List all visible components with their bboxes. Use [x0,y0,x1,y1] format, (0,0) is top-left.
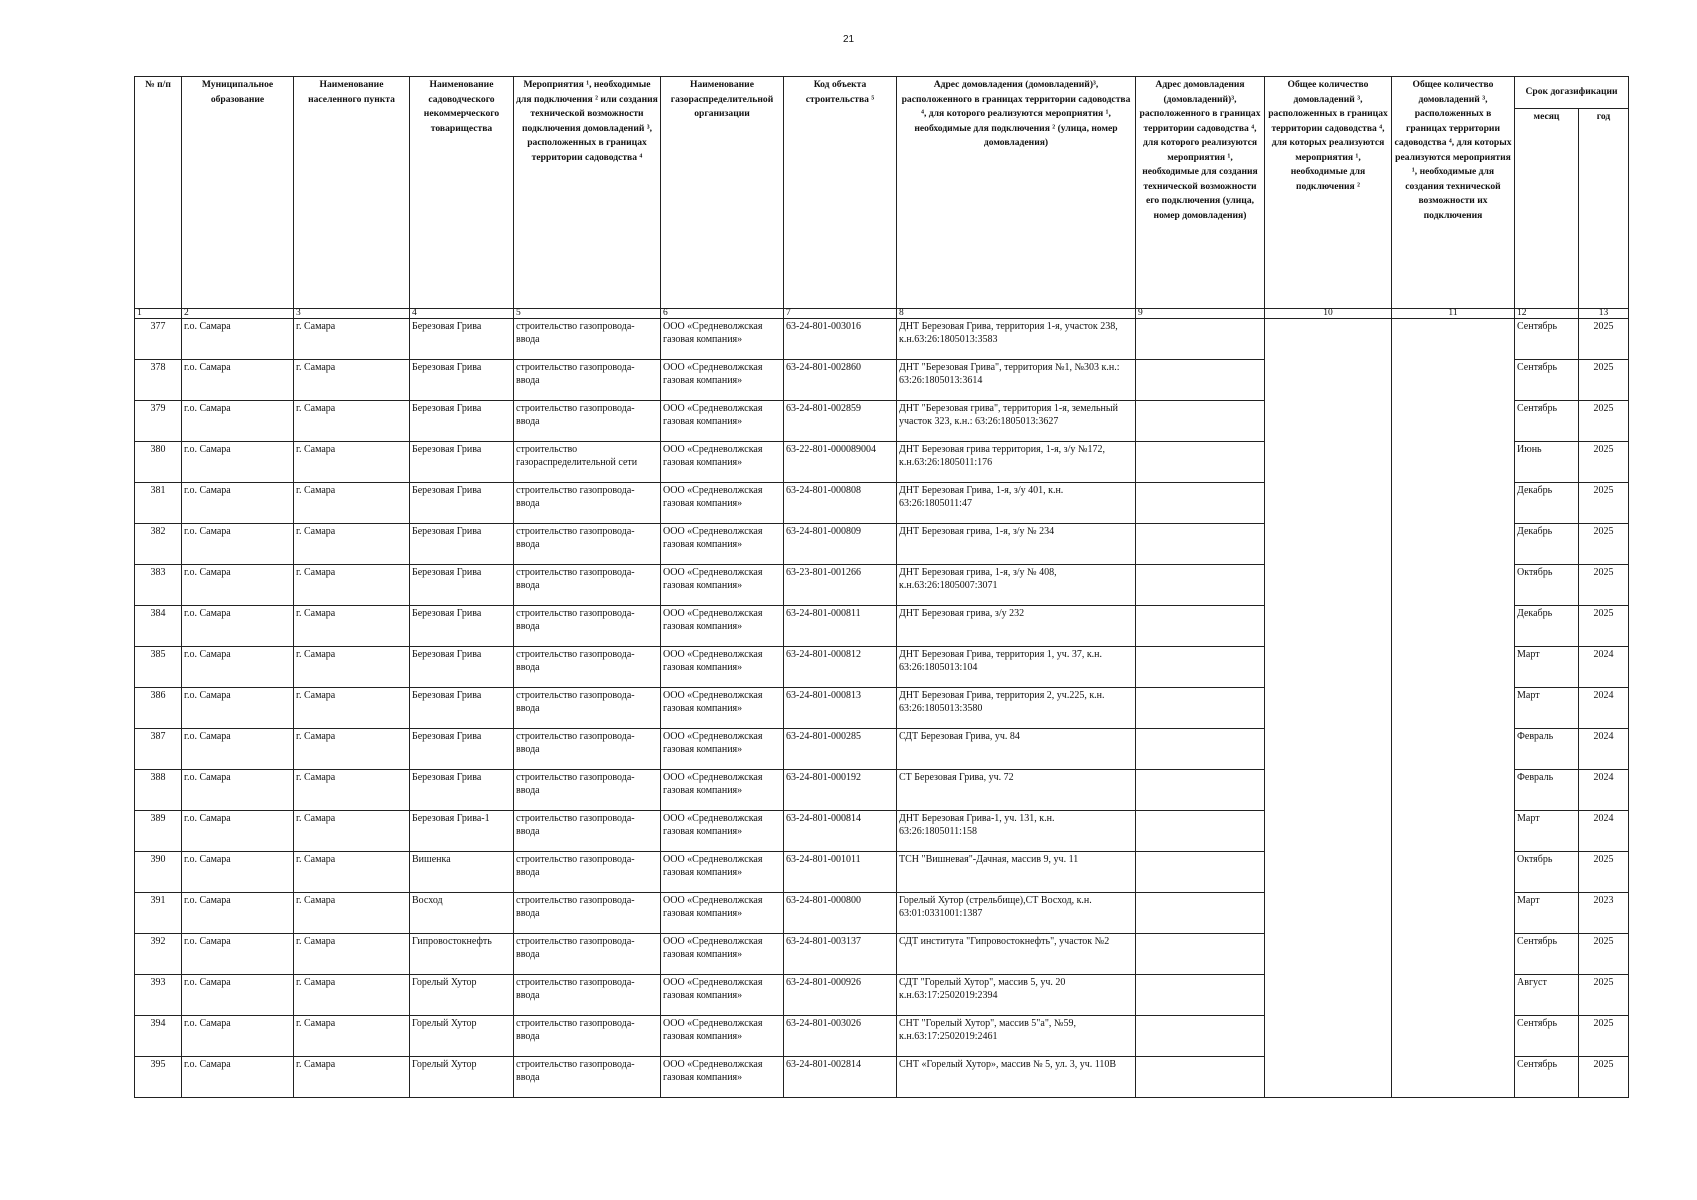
header-month: месяц [1515,109,1579,309]
count-connection-cell [1265,811,1392,852]
partnership-cell: Березовая Грива [410,647,514,688]
month-cell: Сентябрь [1515,401,1579,442]
address-capability-cell [1136,483,1265,524]
table-row [135,729,1629,770]
partnership-cell: Березовая Грива-1 [410,811,514,852]
header-count-connection: Общее количество домовладений ³, расположенных в границах территории садоводства ⁴, для которых реализуются мероприятия ¹, необходимые для подключения ² [1265,77,1392,309]
gas-organization-cell: ООО «Средневолжская газовая компания» [661,483,784,524]
count-capability-cell [1392,1057,1515,1098]
column-number: 4 [410,309,514,319]
gas-organization-cell: ООО «Средневолжская газовая компания» [661,688,784,729]
table-row [135,811,1629,852]
address-capability-cell [1136,524,1265,565]
settlement-cell: г. Самара [294,647,410,688]
gas-organization-cell: ООО «Средневолжская газовая компания» [661,524,784,565]
count-connection-cell [1265,319,1392,360]
count-capability-cell [1392,893,1515,934]
object-code-cell: 63-24-801-000812 [784,647,897,688]
count-capability-cell [1392,360,1515,401]
settlement-cell: г. Самара [294,934,410,975]
object-code-cell: 63-24-801-001011 [784,852,897,893]
table-row [135,319,1629,360]
table-row [135,442,1629,483]
settlement-cell: г. Самара [294,729,410,770]
measure-cell: строительство газопровода-ввода [514,770,661,811]
year-cell: 2024 [1579,647,1629,688]
count-connection-cell [1265,852,1392,893]
header-municipality: Муниципальное образование [182,77,294,309]
address-cell: ДНТ Березовая Грива, территория 1-я, участок 238, к.н.63:26:1805013:3583 [897,319,1136,360]
header-term: Срок догазификации [1515,77,1629,109]
gas-organization-cell: ООО «Средневолжская газовая компания» [661,442,784,483]
row-number: 381 [135,483,182,524]
partnership-cell: Березовая Грива [410,606,514,647]
count-capability-cell [1392,852,1515,893]
measure-cell: строительство газопровода-ввода [514,360,661,401]
settlement-cell: г. Самара [294,811,410,852]
row-number: 379 [135,401,182,442]
municipality-cell: г.о. Самара [182,319,294,360]
count-capability-cell [1392,688,1515,729]
object-code-cell: 63-24-801-003016 [784,319,897,360]
column-number: 2 [182,309,294,319]
settlement-cell: г. Самара [294,401,410,442]
count-connection-cell [1265,1057,1392,1098]
partnership-cell: Березовая Грива [410,442,514,483]
month-cell: Июнь [1515,442,1579,483]
year-cell: 2025 [1579,442,1629,483]
settlement-cell: г. Самара [294,606,410,647]
municipality-cell: г.о. Самара [182,442,294,483]
gas-organization-cell: ООО «Средневолжская газовая компания» [661,770,784,811]
month-cell: Сентябрь [1515,1057,1579,1098]
municipality-cell: г.о. Самара [182,1057,294,1098]
year-cell: 2024 [1579,811,1629,852]
count-capability-cell [1392,729,1515,770]
count-capability-cell [1392,647,1515,688]
gas-organization-cell: ООО «Средневолжская газовая компания» [661,606,784,647]
year-cell: 2025 [1579,524,1629,565]
partnership-cell: Горелый Хутор [410,975,514,1016]
municipality-cell: г.о. Самара [182,483,294,524]
row-number: 378 [135,360,182,401]
count-capability-cell [1392,975,1515,1016]
municipality-cell: г.о. Самара [182,852,294,893]
row-number: 389 [135,811,182,852]
year-cell: 2024 [1579,729,1629,770]
municipality-cell: г.о. Самара [182,565,294,606]
address-capability-cell [1136,319,1265,360]
address-capability-cell [1136,811,1265,852]
settlement-cell: г. Самара [294,1057,410,1098]
settlement-cell: г. Самара [294,688,410,729]
measure-cell: строительство газораспределительной сети [514,442,661,483]
address-capability-cell [1136,360,1265,401]
object-code-cell: 63-24-801-003026 [784,1016,897,1057]
measure-cell: строительство газопровода-ввода [514,401,661,442]
object-code-cell: 63-24-801-000809 [784,524,897,565]
row-number: 385 [135,647,182,688]
row-number: 387 [135,729,182,770]
column-number: 8 [897,309,1136,319]
gas-organization-cell: ООО «Средневолжская газовая компания» [661,893,784,934]
measure-cell: строительство газопровода-ввода [514,893,661,934]
month-cell: Декабрь [1515,606,1579,647]
partnership-cell: Восход [410,893,514,934]
header-row [135,77,1629,109]
object-code-cell: 63-24-801-002814 [784,1057,897,1098]
table-row [135,852,1629,893]
table-row [135,893,1629,934]
gas-organization-cell: ООО «Средневолжская газовая компания» [661,729,784,770]
gas-organization-cell: ООО «Средневолжская газовая компания» [661,975,784,1016]
count-capability-cell [1392,1016,1515,1057]
municipality-cell: г.о. Самара [182,688,294,729]
partnership-cell: Березовая Грива [410,401,514,442]
measure-cell: строительство газопровода-ввода [514,606,661,647]
object-code-cell: 63-24-801-000808 [784,483,897,524]
row-number: 392 [135,934,182,975]
gas-organization-cell: ООО «Средневолжская газовая компания» [661,852,784,893]
month-cell: Сентябрь [1515,1016,1579,1057]
measure-cell: строительство газопровода-ввода [514,524,661,565]
address-cell: ДНТ Березовая Грива, территория 1, уч. 37, к.н. 63:26:1805013:104 [897,647,1136,688]
measure-cell: строительство газопровода-ввода [514,565,661,606]
municipality-cell: г.о. Самара [182,770,294,811]
address-capability-cell [1136,606,1265,647]
column-number: 11 [1392,309,1515,319]
address-capability-cell [1136,852,1265,893]
header-object-code: Код объекта строительства ⁵ [784,77,897,309]
count-capability-cell [1392,442,1515,483]
partnership-cell: Горелый Хутор [410,1057,514,1098]
measure-cell: строительство газопровода-ввода [514,483,661,524]
count-connection-cell [1265,442,1392,483]
header-gas-organization: Наименование газораспределительной организации [661,77,784,309]
year-cell: 2025 [1579,606,1629,647]
year-cell: 2025 [1579,319,1629,360]
table-row [135,606,1629,647]
municipality-cell: г.о. Самара [182,729,294,770]
settlement-cell: г. Самара [294,975,410,1016]
month-cell: Сентябрь [1515,360,1579,401]
column-number: 7 [784,309,897,319]
header-address-connection: Адрес домовладения (домовладений)³, расположенного в границах территории садоводства ⁴, для которого реализуются мероприятия ¹, необходимые для подключения ² (улица, номер домовладения) [897,77,1136,309]
measure-cell: строительство газопровода-ввода [514,975,661,1016]
settlement-cell: г. Самара [294,1016,410,1057]
address-cell: ДНТ "Березовая Грива", территория №1, №303 к.н.: 63:26:1805013:3614 [897,360,1136,401]
gas-organization-cell: ООО «Средневолжская газовая компания» [661,401,784,442]
count-capability-cell [1392,811,1515,852]
measure-cell: строительство газопровода-ввода [514,688,661,729]
settlement-cell: г. Самара [294,770,410,811]
year-cell: 2024 [1579,770,1629,811]
partnership-cell: Березовая Грива [410,770,514,811]
year-cell: 2025 [1579,934,1629,975]
measure-cell: строительство газопровода-ввода [514,647,661,688]
partnership-cell: Березовая Грива [410,319,514,360]
measure-cell: строительство газопровода-ввода [514,319,661,360]
month-cell: Февраль [1515,770,1579,811]
row-number: 382 [135,524,182,565]
table-row [135,565,1629,606]
gas-organization-cell: ООО «Средневолжская газовая компания» [661,811,784,852]
partnership-cell: Вишенка [410,852,514,893]
partnership-cell: Березовая Грива [410,729,514,770]
row-number: 384 [135,606,182,647]
address-cell: ТСН "Вишневая"-Дачная, массив 9, уч. 11 [897,852,1136,893]
month-cell: Август [1515,975,1579,1016]
month-cell: Март [1515,811,1579,852]
address-cell: ДНТ Березовая грива, з/у 232 [897,606,1136,647]
month-cell: Март [1515,893,1579,934]
month-cell: Сентябрь [1515,934,1579,975]
month-cell: Октябрь [1515,565,1579,606]
object-code-cell: 63-24-801-000800 [784,893,897,934]
count-connection-cell [1265,401,1392,442]
measure-cell: строительство газопровода-ввода [514,1016,661,1057]
address-cell: ДНТ Березовая Грива, территория 2, уч.225, к.н. 63:26:1805013:3580 [897,688,1136,729]
object-code-cell: 63-24-801-000285 [784,729,897,770]
table-row [135,975,1629,1016]
measure-cell: строительство газопровода-ввода [514,852,661,893]
address-cell: ДНТ Березовая грива, 1-я, з/у № 408, к.н.63:26:1805007:3071 [897,565,1136,606]
object-code-cell: 63-24-801-000926 [784,975,897,1016]
address-cell: Горелый Хутор (стрельбище),СТ Восход, к.н. 63:01:0331001:1387 [897,893,1136,934]
address-capability-cell [1136,688,1265,729]
row-number: 395 [135,1057,182,1098]
gas-organization-cell: ООО «Средневолжская газовая компания» [661,360,784,401]
month-cell: Сентябрь [1515,319,1579,360]
column-number: 13 [1579,309,1629,319]
object-code-cell: 63-24-801-000811 [784,606,897,647]
table-row [135,934,1629,975]
municipality-cell: г.о. Самара [182,934,294,975]
gas-organization-cell: ООО «Средневолжская газовая компания» [661,647,784,688]
address-cell: ДНТ Березовая Грива, 1-я, з/у 401, к.н. 63:26:1805011:47 [897,483,1136,524]
column-number-row [135,309,1629,319]
object-code-cell: 63-24-801-003137 [784,934,897,975]
address-capability-cell [1136,442,1265,483]
address-capability-cell [1136,975,1265,1016]
gas-organization-cell: ООО «Средневолжская газовая компания» [661,934,784,975]
count-capability-cell [1392,565,1515,606]
column-number: 10 [1265,309,1392,319]
count-capability-cell [1392,934,1515,975]
address-cell: СНТ «Горелый Хутор», массив № 5, ул. 3, уч. 110В [897,1057,1136,1098]
municipality-cell: г.о. Самара [182,401,294,442]
table-row [135,483,1629,524]
year-cell: 2024 [1579,688,1629,729]
count-capability-cell [1392,483,1515,524]
year-cell: 2025 [1579,565,1629,606]
year-cell: 2025 [1579,360,1629,401]
address-capability-cell [1136,1057,1265,1098]
gas-organization-cell: ООО «Средневолжская газовая компания» [661,565,784,606]
address-cell: СНТ "Горелый Хутор", массив 5"а", №59, к.н.63:17:2502019:2461 [897,1016,1136,1057]
header-measures: Мероприятия ¹, необходимые для подключения ² или создания технической возможности подключения домовладений ³, расположенных в границах территории садоводства ⁴ [514,77,661,309]
partnership-cell: Гипровостокнефть [410,934,514,975]
municipality-cell: г.о. Самара [182,524,294,565]
header-num: № п/п [135,77,182,309]
count-connection-cell [1265,688,1392,729]
municipality-cell: г.о. Самара [182,893,294,934]
settlement-cell: г. Самара [294,852,410,893]
measure-cell: строительство газопровода-ввода [514,1057,661,1098]
count-capability-cell [1392,319,1515,360]
table-row [135,401,1629,442]
municipality-cell: г.о. Самара [182,360,294,401]
header-count-capability: Общее количество домовладений ³, расположенных в границах территории садоводства ⁴, для которых реализуются мероприятия ¹, необходимые для создания технической возможности их подключения [1392,77,1515,309]
month-cell: Декабрь [1515,524,1579,565]
address-capability-cell [1136,729,1265,770]
gas-organization-cell: ООО «Средневолжская газовая компания» [661,1057,784,1098]
row-number: 390 [135,852,182,893]
object-code-cell: 63-23-801-001266 [784,565,897,606]
count-connection-cell [1265,975,1392,1016]
row-number: 377 [135,319,182,360]
count-capability-cell [1392,606,1515,647]
gas-organization-cell: ООО «Средневолжская газовая компания» [661,1016,784,1057]
count-connection-cell [1265,647,1392,688]
table-row [135,770,1629,811]
table-row [135,1057,1629,1098]
row-number: 386 [135,688,182,729]
year-cell: 2025 [1579,401,1629,442]
address-cell: ДНТ Березовая Грива-1, уч. 131, к.н. 63:26:1805011:158 [897,811,1136,852]
settlement-cell: г. Самара [294,360,410,401]
row-number: 383 [135,565,182,606]
count-connection-cell [1265,483,1392,524]
measure-cell: строительство газопровода-ввода [514,934,661,975]
object-code-cell: 63-22-801-000089004 [784,442,897,483]
object-code-cell: 63-24-801-002860 [784,360,897,401]
column-number: 3 [294,309,410,319]
partnership-cell: Березовая Грива [410,565,514,606]
partnership-cell: Горелый Хутор [410,1016,514,1057]
table-row [135,647,1629,688]
municipality-cell: г.о. Самара [182,647,294,688]
count-connection-cell [1265,360,1392,401]
header-address-capability: Адрес домовладения (домовладений)³, расположенного в границах территории садоводства ⁴, для которого реализуются мероприятия ¹, необходимые для создания технической возможности его подключения (улица, номер домовладения) [1136,77,1265,309]
month-cell: Февраль [1515,729,1579,770]
count-capability-cell [1392,401,1515,442]
address-cell: СТ Березовая Грива, уч. 72 [897,770,1136,811]
object-code-cell: 63-24-801-000813 [784,688,897,729]
month-cell: Декабрь [1515,483,1579,524]
address-cell: ДНТ Березовая грива, 1-я, з/у № 234 [897,524,1136,565]
column-number: 6 [661,309,784,319]
count-connection-cell [1265,1016,1392,1057]
year-cell: 2025 [1579,975,1629,1016]
count-connection-cell [1265,934,1392,975]
settlement-cell: г. Самара [294,524,410,565]
header-settlement: Наименование населенного пункта [294,77,410,309]
year-cell: 2025 [1579,1057,1629,1098]
partnership-cell: Березовая Грива [410,524,514,565]
settlement-cell: г. Самара [294,893,410,934]
measure-cell: строительство газопровода-ввода [514,811,661,852]
row-number: 388 [135,770,182,811]
count-connection-cell [1265,729,1392,770]
month-cell: Март [1515,647,1579,688]
municipality-cell: г.о. Самара [182,1016,294,1057]
partnership-cell: Березовая Грива [410,483,514,524]
table-row [135,360,1629,401]
partnership-cell: Березовая Грива [410,360,514,401]
object-code-cell: 63-24-801-000192 [784,770,897,811]
row-number: 380 [135,442,182,483]
column-number: 5 [514,309,661,319]
table-row [135,524,1629,565]
row-number: 393 [135,975,182,1016]
address-capability-cell [1136,647,1265,688]
address-capability-cell [1136,565,1265,606]
object-code-cell: 63-24-801-000814 [784,811,897,852]
count-connection-cell [1265,770,1392,811]
table-row [135,688,1629,729]
gas-organization-cell: ООО «Средневолжская газовая компания» [661,319,784,360]
address-cell: СДТ "Горелый Хутор", массив 5, уч. 20 к.н.63:17:2502019:2394 [897,975,1136,1016]
address-capability-cell [1136,401,1265,442]
address-capability-cell [1136,770,1265,811]
column-number: 1 [135,309,182,319]
count-connection-cell [1265,893,1392,934]
count-connection-cell [1265,565,1392,606]
year-cell: 2025 [1579,1016,1629,1057]
gasification-table [134,76,1629,1098]
address-cell: СДТ института "Гипровостокнефть", участок №2 [897,934,1136,975]
address-cell: СДТ Березовая Грива, уч. 84 [897,729,1136,770]
address-capability-cell [1136,934,1265,975]
header-partnership: Наименование садоводческого некоммерческого товарищества [410,77,514,309]
address-capability-cell [1136,1016,1265,1057]
municipality-cell: г.о. Самара [182,606,294,647]
count-connection-cell [1265,606,1392,647]
address-cell: ДНТ "Березовая грива", территория 1-я, земельный участок 323, к.н.: 63:26:1805013:3627 [897,401,1136,442]
measure-cell: строительство газопровода-ввода [514,729,661,770]
partnership-cell: Березовая Грива [410,688,514,729]
settlement-cell: г. Самара [294,565,410,606]
page-number: 21 [842,34,855,45]
count-capability-cell [1392,770,1515,811]
settlement-cell: г. Самара [294,483,410,524]
count-connection-cell [1265,524,1392,565]
header-year: год [1579,109,1629,309]
month-cell: Март [1515,688,1579,729]
table-body [135,319,1629,1098]
year-cell: 2023 [1579,893,1629,934]
column-number: 9 [1136,309,1265,319]
municipality-cell: г.о. Самара [182,811,294,852]
settlement-cell: г. Самара [294,442,410,483]
year-cell: 2025 [1579,483,1629,524]
address-cell: ДНТ Березовая грива территория, 1-я, з/у №172, к.н.63:26:1805011:176 [897,442,1136,483]
row-number: 394 [135,1016,182,1057]
count-capability-cell [1392,524,1515,565]
object-code-cell: 63-24-801-002859 [784,401,897,442]
municipality-cell: г.о. Самара [182,975,294,1016]
year-cell: 2025 [1579,852,1629,893]
settlement-cell: г. Самара [294,319,410,360]
table-row [135,1016,1629,1057]
address-capability-cell [1136,893,1265,934]
row-number: 391 [135,893,182,934]
month-cell: Октябрь [1515,852,1579,893]
column-number: 12 [1515,309,1579,319]
